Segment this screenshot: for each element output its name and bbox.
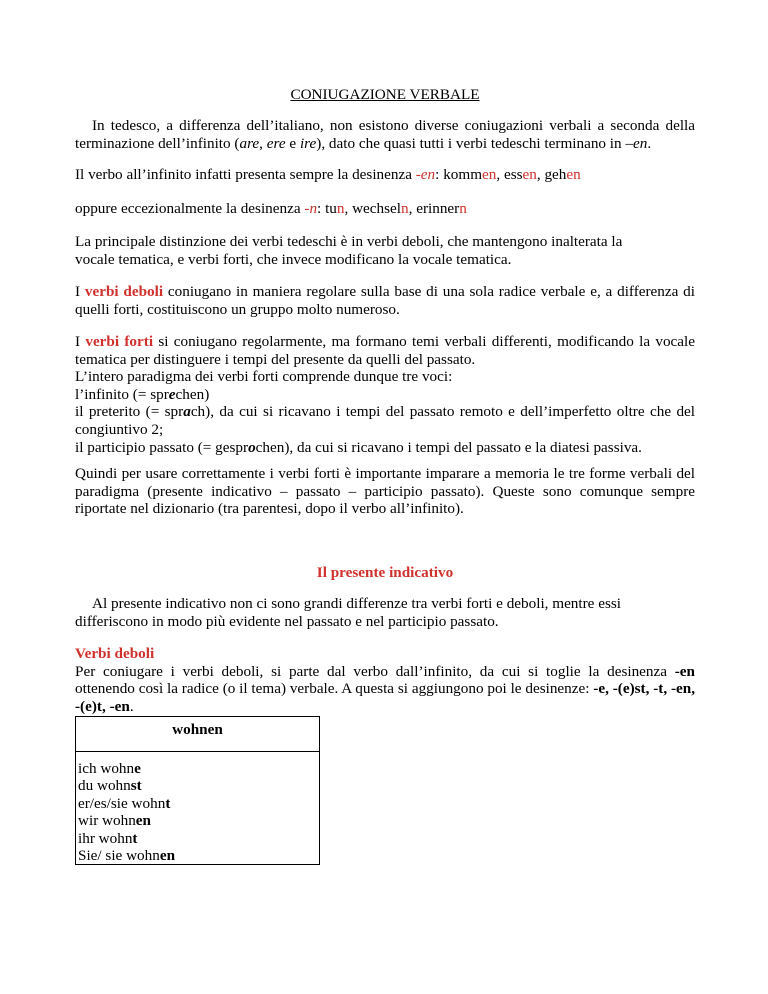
text: : [435, 166, 444, 183]
text: chen), da cui si ricavano i tempi del passato e la diatesi passiva. [255, 438, 642, 456]
verb-stem: er/es/sie wohn [78, 794, 166, 812]
text: . [647, 134, 652, 152]
text: I [75, 283, 85, 300]
bold-text: -e, -(e)st, -t, -en, -(e)t, -en [75, 680, 695, 715]
intro-paragraph [75, 117, 695, 152]
verb-ending: t [132, 829, 138, 847]
text: , [408, 200, 417, 217]
text: Il verbo all’infinito infatti presenta sempre la desinenza [75, 166, 416, 183]
vowel-highlight: a [183, 403, 191, 421]
text: oppure eccezionalmente la desinenza [75, 200, 305, 217]
text: ch), da cui si ricavano i tempi del passato remoto e dell’imperfetto oltre che del congiuntivo 2; [75, 403, 695, 438]
table-row [78, 777, 317, 794]
verb-ending: e [134, 760, 141, 777]
table-row [78, 795, 317, 812]
forti-infinito-line [75, 386, 695, 404]
verb-stem: Sie/ sie wohn [78, 847, 160, 865]
verb-ending: st [130, 777, 142, 795]
verb-stem: wir wohn [78, 812, 136, 830]
text: ), dato che quasi tutti i verbi tedeschi terminano in [316, 134, 626, 152]
oppure-paragraph [75, 200, 695, 218]
verb-stem: ich wohn [78, 760, 135, 777]
text: il preterito (= spr [75, 403, 184, 421]
forti-intro [75, 333, 695, 368]
vowel-highlight: o [248, 438, 256, 456]
table-row [78, 847, 317, 864]
text: si coniugano regolarmente, ma formano temi verbali differenti, modificando la vocale tematica per distinguere i tempi del presente da quelli del passato. [75, 333, 695, 368]
text: , [536, 166, 545, 183]
conjugation-table [75, 716, 320, 865]
example-ending: n [459, 200, 467, 217]
verb-ending: en [135, 812, 151, 830]
example-ending: en [482, 166, 497, 183]
text: , [344, 200, 353, 217]
example-stem: komm [443, 166, 483, 183]
text: , [496, 166, 504, 183]
text: coniugano in maniera regolare sulla base di una sola radice verbale e, a differenza di quelli forti, costituiscono un gruppo molto numeroso. [75, 283, 695, 318]
verbi-deboli-paragraph [75, 663, 695, 716]
verbi-deboli-heading: Verbi deboli [75, 645, 155, 662]
ending-highlight: -n [304, 200, 318, 217]
term-highlight: verbi deboli [84, 283, 164, 300]
verb-ending: en [159, 847, 176, 865]
example-stem: tu [325, 200, 337, 217]
page-title: CONIUGAZIONE VERBALE [290, 86, 480, 103]
table-row [78, 830, 317, 847]
verbi-deboli-section [75, 645, 695, 715]
term-highlight: verbi forti [85, 333, 154, 350]
text: I [75, 333, 86, 350]
ending-highlight: -en [415, 166, 436, 183]
verb-ending: t [165, 794, 171, 812]
table-row [78, 812, 317, 829]
distinzione-paragraph: La principale distinzione dei verbi tedeschi è in verbi deboli, che mantengono inalterata la vocale tematica, e verbi forti, che invece modificano la vocale tematica. [75, 233, 623, 268]
quindi-paragraph: Quindi per usare correttamente i verbi forti è importante imparare a memoria le tre forme verbali del paradigma (presente indicativo – passato – participio passato). Queste sono comunque sempre riportate nel dizionario (tra parentesi, dopo il verbo all’infinito). [75, 465, 695, 518]
text: In tedesco, a differenza dell’italiano, non esistono diverse coniugazioni verbali a seconda della terminazione dell’infinito ( [75, 117, 695, 152]
verb-stem: du wohn [78, 777, 131, 795]
example-ending: en [522, 166, 537, 183]
text: , [259, 134, 267, 152]
table-header-row [76, 717, 320, 752]
table-cell [76, 752, 320, 865]
example-ending: en [566, 166, 581, 183]
text: l’infinito (= spr [75, 385, 169, 403]
table-header: wohnen [76, 717, 320, 752]
table-row [78, 760, 317, 777]
text: Per coniugare i verbi deboli, si parte dal verbo dall’infinito, da cui si toglie la desinenza [75, 662, 675, 680]
example-stem: erinner [416, 200, 460, 217]
forti-line: L’intero paradigma dei verbi forti comprende dunque tre voci: [75, 368, 453, 386]
section-title: Il presente indicativo [316, 564, 454, 581]
example-ending: n [401, 200, 409, 217]
italic-text: ere [266, 134, 286, 152]
vowel-highlight: e [168, 385, 176, 403]
example-ending: n [336, 200, 345, 217]
italic-text: ire [299, 134, 317, 152]
text: il participio passato (= gespr [75, 438, 249, 456]
italic-text: are [239, 134, 260, 152]
forti-preterito-line [75, 403, 695, 438]
presente-paragraph: Al presente indicativo non ci sono grandi differenze tra verbi forti e deboli, mentre essi differiscono in modo più evidente nel passato e nel participio passato. [75, 595, 621, 630]
example-stem: ess [503, 166, 523, 183]
text: e [285, 134, 300, 152]
text: . [129, 697, 134, 715]
forti-paragraph [75, 333, 695, 456]
deboli-paragraph [75, 283, 695, 318]
text: ottenendo così la radice (o il tema) verbale. A questa si aggiungono poi le desinenze: [75, 680, 594, 698]
example-stem: geh [544, 166, 567, 183]
infinito-paragraph [75, 166, 695, 184]
text: chen) [175, 385, 210, 403]
text: : [317, 200, 326, 217]
forti-participio-line [75, 439, 695, 457]
italic-text: –en [625, 134, 648, 152]
example-stem: wechsel [352, 200, 402, 217]
verb-stem: ihr wohn [78, 829, 133, 847]
bold-text: -en [674, 662, 695, 680]
table-body-row [76, 752, 320, 865]
